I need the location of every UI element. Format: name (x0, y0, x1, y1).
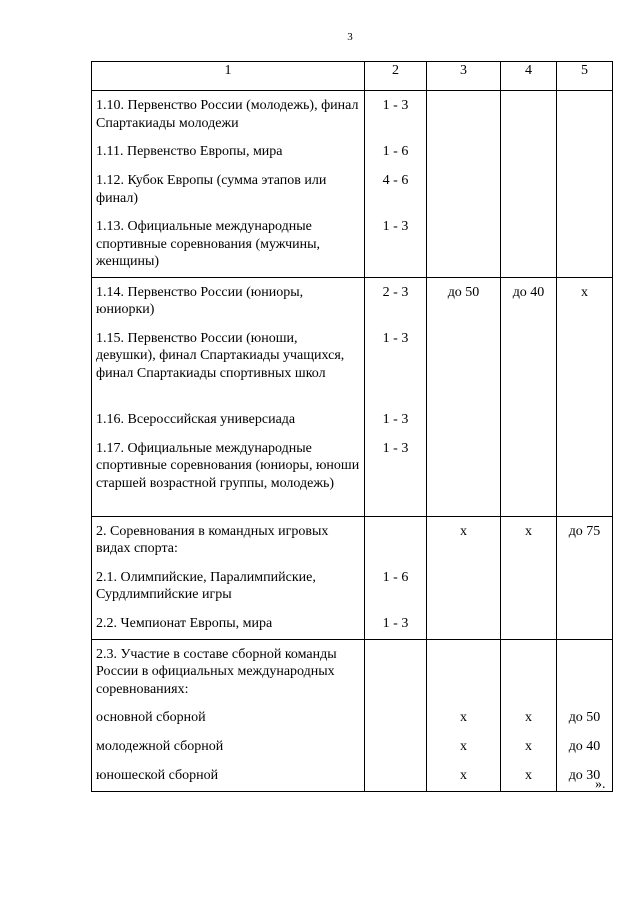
entry-value: 2 - 3 (382, 284, 409, 300)
entry-value: х (525, 709, 532, 725)
entry-name: 2.1. Олимпийские, Паралимпийские, Сурдлимпийские игры (96, 569, 316, 602)
table-row (92, 91, 613, 278)
entry-name: 1.14. Первенство России (юниоры, юниорки) (96, 284, 304, 317)
header-col-5: 5 (557, 62, 613, 91)
entry-value (559, 569, 610, 604)
row-value-cell-2 (365, 91, 427, 278)
table-header (92, 62, 613, 91)
entry-name: 2. Соревнования в командных игровых видах спорта: (96, 523, 329, 556)
entry-value: х (581, 284, 588, 300)
row-value-cell-5 (557, 91, 613, 278)
closing-quote-mark: ». (595, 777, 606, 792)
entry-value: до 30 (568, 767, 601, 783)
table-row (92, 516, 613, 639)
entry-value: х (460, 767, 467, 783)
entry-value (367, 523, 424, 558)
entry-value (559, 97, 610, 132)
entry-value (429, 172, 498, 207)
entry-value (503, 330, 554, 400)
row-value-cell-3 (427, 277, 501, 516)
entry-value (559, 143, 610, 161)
row-value-cell-5 (557, 277, 613, 516)
entry-value (503, 440, 554, 510)
header-col-3: 3 (427, 62, 501, 91)
entry-value (429, 615, 498, 633)
entry-value: 1 - 3 (382, 615, 409, 631)
table-row (92, 639, 613, 792)
entry-value (503, 143, 554, 161)
entry-name: 1.15. Первенство России (юноши, девушки), финал Спартакиады учащихся, финал Спартакиады спортивных школ (96, 330, 345, 381)
entry-name: основной сборной (96, 710, 206, 725)
entry-name: 1.17. Официальные международные спортивные соревнования (юниоры, юноши старшей возрастной группы, молодежь) (96, 440, 360, 491)
header-col-4: 4 (501, 62, 557, 91)
header-row (92, 62, 613, 91)
row-value-cell-2 (365, 277, 427, 516)
entry-value (503, 97, 554, 132)
entry-value: х (460, 709, 467, 725)
entry-value (429, 143, 498, 161)
entry-value (559, 411, 610, 429)
entry-value (367, 767, 424, 785)
entry-value: х (460, 738, 467, 754)
entry-value (429, 97, 498, 132)
table-body (92, 91, 613, 792)
entry-value: до 40 (568, 738, 601, 754)
entry-value (503, 646, 554, 698)
row-value-cell-3 (427, 516, 501, 639)
row-value-cell-5 (557, 639, 613, 792)
entry-name: 1.16. Всероссийская универсиада (96, 411, 296, 427)
entry-value (429, 330, 498, 400)
entry-value: 1 - 3 (382, 98, 409, 113)
entry-name: 1.13. Официальные международные спортивные соревнования (мужчины, женщины) (96, 219, 321, 269)
row-value-cell-2 (365, 639, 427, 792)
entry-value (367, 738, 424, 756)
page-number: 3 (347, 31, 353, 43)
entry-value (559, 615, 610, 633)
entry-value (503, 411, 554, 429)
header-col-2: 2 (365, 62, 427, 91)
entry-value: х (525, 523, 532, 539)
row-name-cell (92, 516, 365, 639)
entry-value (367, 709, 424, 727)
entry-value (429, 440, 498, 510)
entry-name: 1.10. Первенство России (молодежь), финал Спартакиады молодежи (96, 98, 359, 131)
table-row (92, 277, 613, 516)
row-value-cell-5 (557, 516, 613, 639)
row-name-cell (92, 639, 365, 792)
row-name-cell (92, 277, 365, 516)
row-value-cell-3 (427, 91, 501, 278)
entry-value: 4 - 6 (382, 173, 409, 188)
entry-value (367, 646, 424, 698)
row-value-cell-4 (501, 91, 557, 278)
competition-table (91, 61, 613, 792)
entry-value: х (460, 523, 467, 539)
entry-value: 1 - 3 (382, 330, 409, 346)
entry-value (559, 218, 610, 270)
entry-value: до 50 (568, 709, 601, 725)
entry-name: 2.3. Участие в составе сборной команды России в официальных международных соревнованиях: (96, 646, 337, 697)
entry-value (503, 172, 554, 207)
entry-value: 1 - 3 (382, 440, 409, 456)
entry-value (429, 646, 498, 698)
entry-name: 2.2. Чемпионат Европы, мира (96, 615, 273, 631)
entry-value: 1 - 3 (382, 411, 409, 427)
entry-value: до 40 (512, 284, 545, 300)
entry-value (429, 569, 498, 604)
entry-value (559, 330, 610, 400)
entry-name: 1.12. Кубок Европы (сумма этапов или финал) (96, 173, 327, 206)
entry-value (429, 411, 498, 429)
entry-value (559, 646, 610, 698)
entry-name: 1.11. Первенство Европы, мира (96, 144, 283, 159)
row-value-cell-4 (501, 639, 557, 792)
entry-value: х (525, 738, 532, 754)
entry-value (503, 218, 554, 270)
row-value-cell-4 (501, 277, 557, 516)
entry-value: 1 - 3 (382, 219, 409, 234)
row-value-cell-4 (501, 516, 557, 639)
entry-value (429, 218, 498, 270)
entry-value: до 75 (568, 523, 601, 539)
entry-value (503, 569, 554, 604)
row-value-cell-3 (427, 639, 501, 792)
entry-value (503, 615, 554, 633)
entry-name: молодежной сборной (96, 739, 224, 754)
entry-value: 1 - 6 (382, 569, 409, 585)
entry-value: 1 - 6 (382, 144, 409, 159)
entry-value: до 50 (447, 284, 480, 300)
entry-name: юношеской сборной (96, 768, 219, 783)
entry-value (559, 440, 610, 510)
row-value-cell-2 (365, 516, 427, 639)
row-name-cell (92, 91, 365, 278)
header-col-1: 1 (92, 62, 365, 91)
entry-value: х (525, 767, 532, 783)
entry-value (559, 172, 610, 207)
